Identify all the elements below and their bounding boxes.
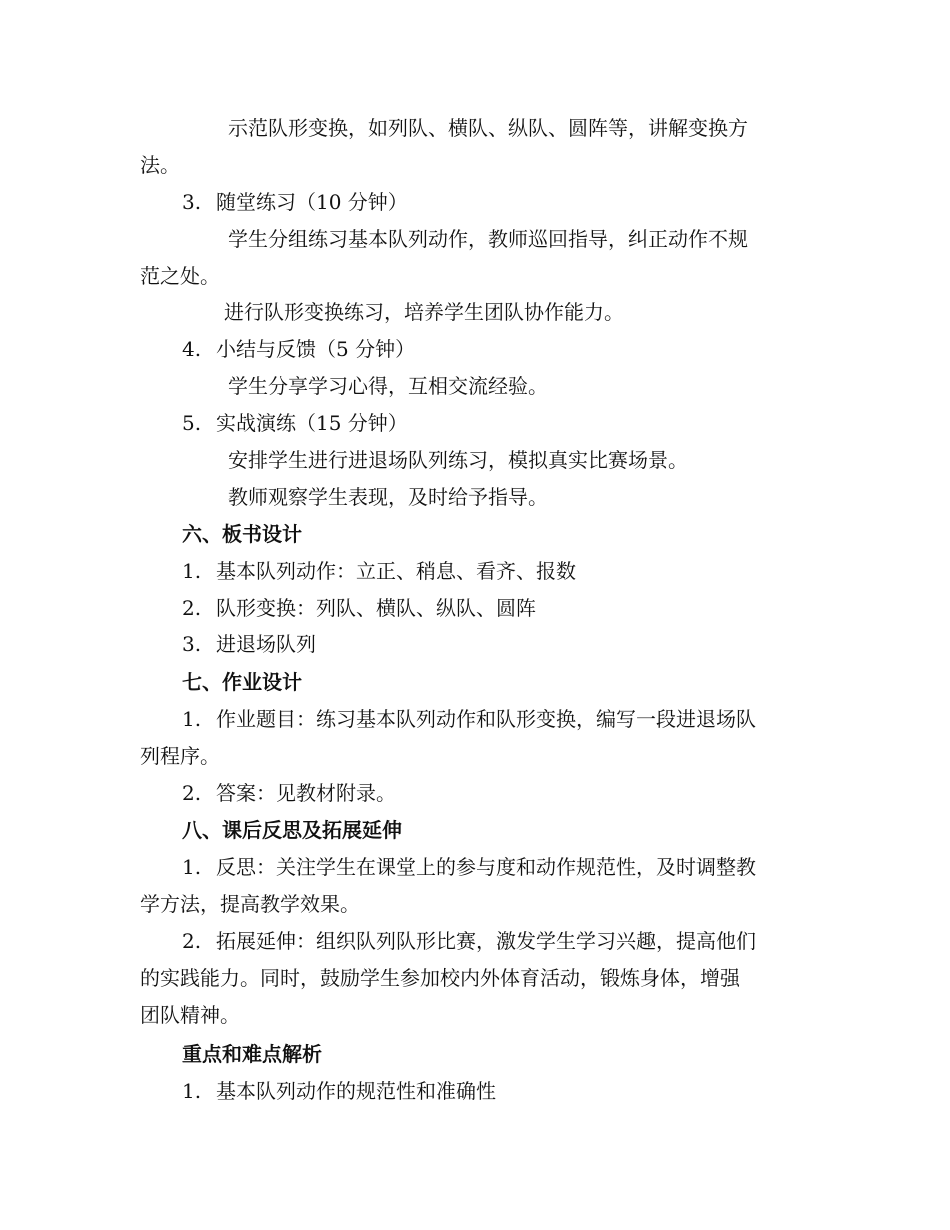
list-number: 1.	[182, 1079, 202, 1103]
list-text: 基本队列动作的规范性和准确性	[216, 1079, 496, 1103]
list-item	[0, 632, 950, 656]
section-heading: 八、课后反思及拓展延伸	[182, 818, 402, 842]
list-number: 3.	[182, 632, 202, 656]
list-number: 1.	[182, 707, 202, 731]
list-text: 进退场队列	[216, 632, 316, 656]
list-number: 4.	[182, 337, 202, 361]
paragraph-line	[0, 374, 950, 398]
list-text: 队形变换：列队、横队、纵队、圆阵	[216, 596, 536, 620]
list-number: 1.	[182, 559, 202, 583]
list-item	[0, 707, 950, 731]
list-item	[0, 190, 950, 214]
list-text: 拓展延伸：组织队列队形比赛，激发学生学习兴趣，提高他们	[216, 929, 756, 953]
list-item	[0, 1079, 950, 1103]
text: 安排学生进行进退场队列练习，模拟真实比赛场景。	[228, 448, 688, 472]
list-item	[0, 411, 950, 435]
text: 进行队形变换练习，培养学生团队协作能力。	[224, 300, 624, 324]
text: 法。	[140, 153, 180, 177]
list-number: 3.	[182, 190, 202, 214]
paragraph-line	[0, 485, 950, 509]
text: 教师观察学生表现，及时给予指导。	[228, 485, 548, 509]
text: 学生分组练习基本队列动作，教师巡回指导，纠正动作不规	[228, 227, 748, 251]
list-number: 5.	[182, 411, 202, 435]
text: 学方法，提高教学效果。	[140, 892, 360, 916]
list-number: 2.	[182, 781, 202, 805]
text: 学生分享学习心得，互相交流经验。	[228, 374, 548, 398]
list-item	[0, 559, 950, 583]
list-text: 作业题目：练习基本队列动作和队形变换，编写一段进退场队	[216, 707, 756, 731]
paragraph-line	[0, 744, 950, 768]
paragraph-line	[0, 153, 950, 177]
list-text: 答案：见教材附录。	[216, 781, 396, 805]
paragraph-line	[0, 1003, 950, 1027]
text: 的实践能力。同时，鼓励学生参加校内外体育活动，锻炼身体，增强	[140, 966, 740, 990]
paragraph-line	[0, 116, 950, 140]
list-text: 随堂练习（10 分钟）	[216, 190, 408, 214]
text: 团队精神。	[140, 1003, 240, 1027]
list-text: 基本队列动作：立正、稍息、看齐、报数	[216, 559, 576, 583]
list-item	[0, 929, 950, 953]
section-heading: 六、板书设计	[182, 522, 302, 546]
list-text: 反思：关注学生在课堂上的参与度和动作规范性，及时调整教	[216, 855, 756, 879]
list-text: 小结与反馈（5 分钟）	[216, 337, 416, 361]
list-item	[0, 596, 950, 620]
paragraph-line	[0, 227, 950, 251]
paragraph-line	[0, 264, 950, 288]
list-item	[0, 855, 950, 879]
paragraph-line	[0, 448, 950, 472]
list-number: 1.	[182, 855, 202, 879]
list-number: 2.	[182, 596, 202, 620]
list-text: 实战演练（15 分钟）	[216, 411, 408, 435]
list-item	[0, 337, 950, 361]
text: 范之处。	[140, 264, 220, 288]
list-number: 2.	[182, 929, 202, 953]
text: 列程序。	[140, 744, 220, 768]
text: 示范队形变换，如列队、横队、纵队、圆阵等，讲解变换方	[228, 116, 748, 140]
section-heading: 七、作业设计	[182, 670, 302, 694]
paragraph-line	[0, 892, 950, 916]
section-heading: 重点和难点解析	[182, 1042, 322, 1066]
paragraph-line	[0, 300, 950, 324]
list-item	[0, 781, 950, 805]
paragraph-line	[0, 966, 950, 990]
